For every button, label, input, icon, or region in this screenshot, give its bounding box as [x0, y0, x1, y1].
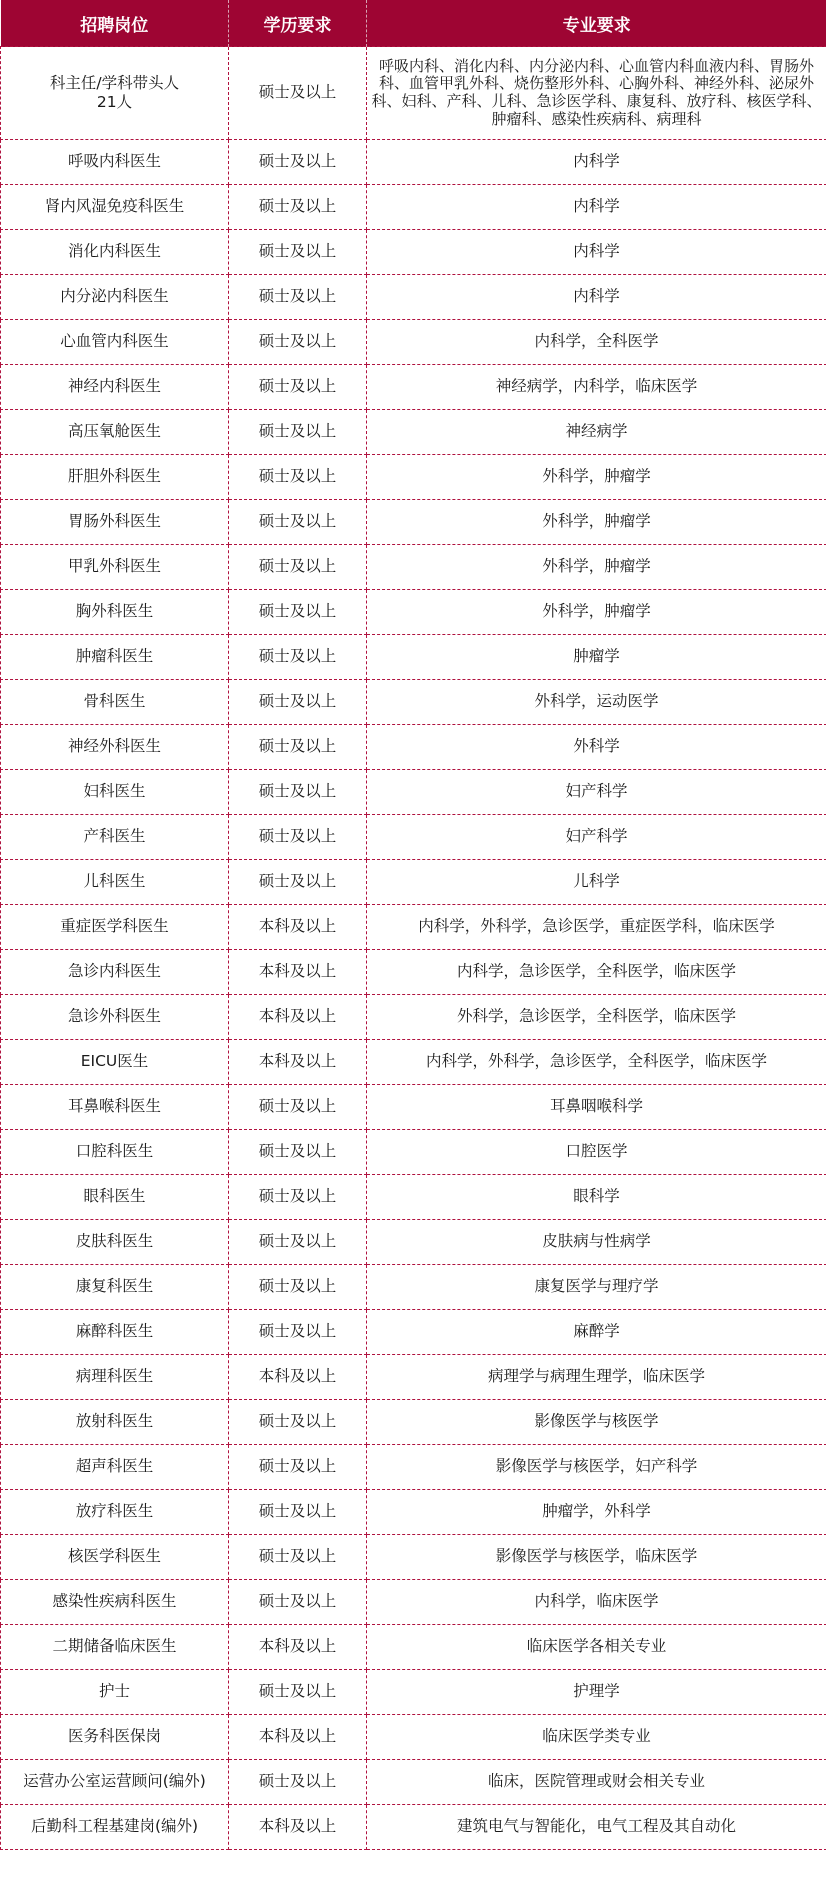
position-cell: 甲乳外科医生	[1, 545, 229, 590]
education-cell: 硕士及以上	[229, 275, 367, 320]
table-row	[1, 860, 826, 905]
education-cell: 硕士及以上	[229, 1310, 367, 1355]
position-cell: 眼科医生	[1, 1175, 229, 1220]
education-cell: 硕士及以上	[229, 1580, 367, 1625]
education-cell: 硕士及以上	[229, 1175, 367, 1220]
education-cell: 硕士及以上	[229, 1535, 367, 1580]
position-headcount: 21人	[96, 93, 133, 111]
table-row	[1, 1445, 826, 1490]
education-cell: 硕士及以上	[229, 140, 367, 185]
position-cell: 康复科医生	[1, 1265, 229, 1310]
education-cell: 硕士及以上	[229, 860, 367, 905]
table-row	[1, 770, 826, 815]
education-cell: 硕士及以上	[229, 185, 367, 230]
table-row	[1, 500, 826, 545]
table-header	[1, 0, 826, 47]
position-cell: 急诊内科医生	[1, 950, 229, 995]
education-cell: 硕士及以上	[229, 1085, 367, 1130]
major-cell: 病理学与病理生理学，临床医学	[367, 1355, 826, 1400]
major-cell: 外科学，肿瘤学	[367, 590, 826, 635]
major-cell: 内科学，临床医学	[367, 1580, 826, 1625]
major-cell: 影像医学与核医学，临床医学	[367, 1535, 826, 1580]
table-row	[1, 47, 826, 140]
table-row	[1, 365, 826, 410]
major-cell: 建筑电气与智能化，电气工程及其自动化	[367, 1805, 826, 1850]
major-cell: 临床，医院管理或财会相关专业	[367, 1760, 826, 1805]
education-cell: 本科及以上	[229, 905, 367, 950]
table-row	[1, 1580, 826, 1625]
position-cell: 感染性疾病科医生	[1, 1580, 229, 1625]
table-row	[1, 1625, 826, 1670]
position-cell: 肝胆外科医生	[1, 455, 229, 500]
position-cell: 放疗科医生	[1, 1490, 229, 1535]
position-title: 科主任/学科带头人	[49, 73, 180, 92]
table-row	[1, 1535, 826, 1580]
table-row	[1, 725, 826, 770]
position-cell: 高压氧舱医生	[1, 410, 229, 455]
education-cell: 本科及以上	[229, 1805, 367, 1850]
table-row	[1, 455, 826, 500]
major-cell: 内科学，外科学，急诊医学，全科医学，临床医学	[367, 1040, 826, 1085]
education-cell: 本科及以上	[229, 1040, 367, 1085]
position-cell: 急诊外科医生	[1, 995, 229, 1040]
major-cell: 外科学	[367, 725, 826, 770]
education-cell: 硕士及以上	[229, 1400, 367, 1445]
major-cell: 肿瘤学	[367, 635, 826, 680]
table-row	[1, 950, 826, 995]
position-cell: 产科医生	[1, 815, 229, 860]
major-cell: 内科学	[367, 230, 826, 275]
position-cell: 儿科医生	[1, 860, 229, 905]
table-row	[1, 1220, 826, 1265]
major-cell: 临床医学类专业	[367, 1715, 826, 1760]
major-cell: 外科学，运动医学	[367, 680, 826, 725]
position-cell: 神经内科医生	[1, 365, 229, 410]
table-row	[1, 905, 826, 950]
table-row	[1, 635, 826, 680]
table-row	[1, 590, 826, 635]
table-row	[1, 1490, 826, 1535]
major-cell: 神经病学	[367, 410, 826, 455]
education-cell: 硕士及以上	[229, 365, 367, 410]
position-cell: 胃肠外科医生	[1, 500, 229, 545]
major-cell: 影像医学与核医学	[367, 1400, 826, 1445]
major-cell: 内科学	[367, 140, 826, 185]
education-cell: 本科及以上	[229, 1715, 367, 1760]
education-cell: 硕士及以上	[229, 230, 367, 275]
education-cell: 硕士及以上	[229, 320, 367, 365]
position-cell: 妇科医生	[1, 770, 229, 815]
major-cell: 呼吸内科、消化内科、内分泌内科、心血管内科血液内科、胃肠外科、血管甲乳外科、烧伤整形外科、心胸外科、神经外科、泌尿外科、妇科、产科、儿科、急诊医学科、康复科、放疗科、核医学科、肿瘤科、感染性疾病科、病理科	[367, 47, 826, 140]
major-cell: 内科学，急诊医学，全科医学，临床医学	[367, 950, 826, 995]
major-cell: 耳鼻咽喉科学	[367, 1085, 826, 1130]
table-row	[1, 1760, 826, 1805]
table-row	[1, 1310, 826, 1355]
major-cell: 皮肤病与性病学	[367, 1220, 826, 1265]
major-cell: 内科学	[367, 185, 826, 230]
position-cell: 胸外科医生	[1, 590, 229, 635]
education-cell: 本科及以上	[229, 995, 367, 1040]
table-row	[1, 1265, 826, 1310]
position-cell	[1, 47, 229, 140]
major-cell: 妇产科学	[367, 770, 826, 815]
position-cell: 内分泌内科医生	[1, 275, 229, 320]
major-cell: 儿科学	[367, 860, 826, 905]
position-cell: 心血管内科医生	[1, 320, 229, 365]
education-cell: 硕士及以上	[229, 815, 367, 860]
table-row	[1, 1175, 826, 1220]
table-row	[1, 1715, 826, 1760]
position-cell: 骨科医生	[1, 680, 229, 725]
position-cell: 运营办公室运营顾问(编外)	[1, 1760, 229, 1805]
education-cell: 硕士及以上	[229, 545, 367, 590]
education-cell: 硕士及以上	[229, 47, 367, 140]
position-cell: 肾内风湿免疫科医生	[1, 185, 229, 230]
table-row	[1, 815, 826, 860]
table-row	[1, 1040, 826, 1085]
position-cell: 消化内科医生	[1, 230, 229, 275]
header-row	[1, 0, 826, 47]
position-cell: 后勤科工程基建岗(编外)	[1, 1805, 229, 1850]
table-row	[1, 230, 826, 275]
position-cell: 皮肤科医生	[1, 1220, 229, 1265]
education-cell: 硕士及以上	[229, 635, 367, 680]
header-education: 学历要求	[229, 0, 367, 47]
education-cell: 本科及以上	[229, 950, 367, 995]
table-row	[1, 185, 826, 230]
major-cell: 临床医学各相关专业	[367, 1625, 826, 1670]
education-cell: 硕士及以上	[229, 500, 367, 545]
position-cell: 核医学科医生	[1, 1535, 229, 1580]
table-row	[1, 410, 826, 455]
position-cell: 超声科医生	[1, 1445, 229, 1490]
major-cell: 外科学，急诊医学，全科医学，临床医学	[367, 995, 826, 1040]
position-cell: 重症医学科医生	[1, 905, 229, 950]
education-cell: 硕士及以上	[229, 590, 367, 635]
education-cell: 硕士及以上	[229, 1760, 367, 1805]
position-cell: 放射科医生	[1, 1400, 229, 1445]
education-cell: 硕士及以上	[229, 1670, 367, 1715]
major-cell: 眼科学	[367, 1175, 826, 1220]
position-cell: 呼吸内科医生	[1, 140, 229, 185]
education-cell: 本科及以上	[229, 1355, 367, 1400]
education-cell: 硕士及以上	[229, 1445, 367, 1490]
major-cell: 肿瘤学，外科学	[367, 1490, 826, 1535]
major-cell: 内科学，外科学，急诊医学，重症医学科，临床医学	[367, 905, 826, 950]
major-cell: 神经病学，内科学，临床医学	[367, 365, 826, 410]
header-major: 专业要求	[367, 0, 826, 47]
major-cell: 内科学	[367, 275, 826, 320]
major-cell: 口腔医学	[367, 1130, 826, 1175]
table-row	[1, 1355, 826, 1400]
table-row	[1, 140, 826, 185]
position-cell: EICU医生	[1, 1040, 229, 1085]
position-cell: 护士	[1, 1670, 229, 1715]
education-cell: 硕士及以上	[229, 410, 367, 455]
major-cell: 内科学，全科医学	[367, 320, 826, 365]
major-cell: 妇产科学	[367, 815, 826, 860]
major-cell: 外科学，肿瘤学	[367, 455, 826, 500]
table-row	[1, 275, 826, 320]
education-cell: 硕士及以上	[229, 455, 367, 500]
table-row	[1, 1085, 826, 1130]
table-row	[1, 680, 826, 725]
header-position: 招聘岗位	[1, 0, 229, 47]
education-cell: 硕士及以上	[229, 1265, 367, 1310]
education-cell: 硕士及以上	[229, 725, 367, 770]
education-cell: 硕士及以上	[229, 770, 367, 815]
table-row	[1, 1130, 826, 1175]
table-row	[1, 545, 826, 590]
table-row	[1, 320, 826, 365]
table-row	[1, 1805, 826, 1850]
position-cell: 神经外科医生	[1, 725, 229, 770]
education-cell: 本科及以上	[229, 1625, 367, 1670]
table-row	[1, 1400, 826, 1445]
position-cell: 病理科医生	[1, 1355, 229, 1400]
position-cell: 肿瘤科医生	[1, 635, 229, 680]
table-body	[1, 47, 826, 1850]
position-cell: 医务科医保岗	[1, 1715, 229, 1760]
position-cell: 耳鼻喉科医生	[1, 1085, 229, 1130]
major-cell: 麻醉学	[367, 1310, 826, 1355]
position-cell: 麻醉科医生	[1, 1310, 229, 1355]
education-cell: 硕士及以上	[229, 680, 367, 725]
position-cell: 二期储备临床医生	[1, 1625, 229, 1670]
education-cell: 硕士及以上	[229, 1490, 367, 1535]
position-cell: 口腔科医生	[1, 1130, 229, 1175]
education-cell: 硕士及以上	[229, 1220, 367, 1265]
major-cell: 护理学	[367, 1670, 826, 1715]
major-cell: 外科学，肿瘤学	[367, 500, 826, 545]
education-cell: 硕士及以上	[229, 1130, 367, 1175]
major-cell: 外科学，肿瘤学	[367, 545, 826, 590]
major-cell: 影像医学与核医学，妇产科学	[367, 1445, 826, 1490]
table-row	[1, 995, 826, 1040]
major-cell: 康复医学与理疗学	[367, 1265, 826, 1310]
table-row	[1, 1670, 826, 1715]
